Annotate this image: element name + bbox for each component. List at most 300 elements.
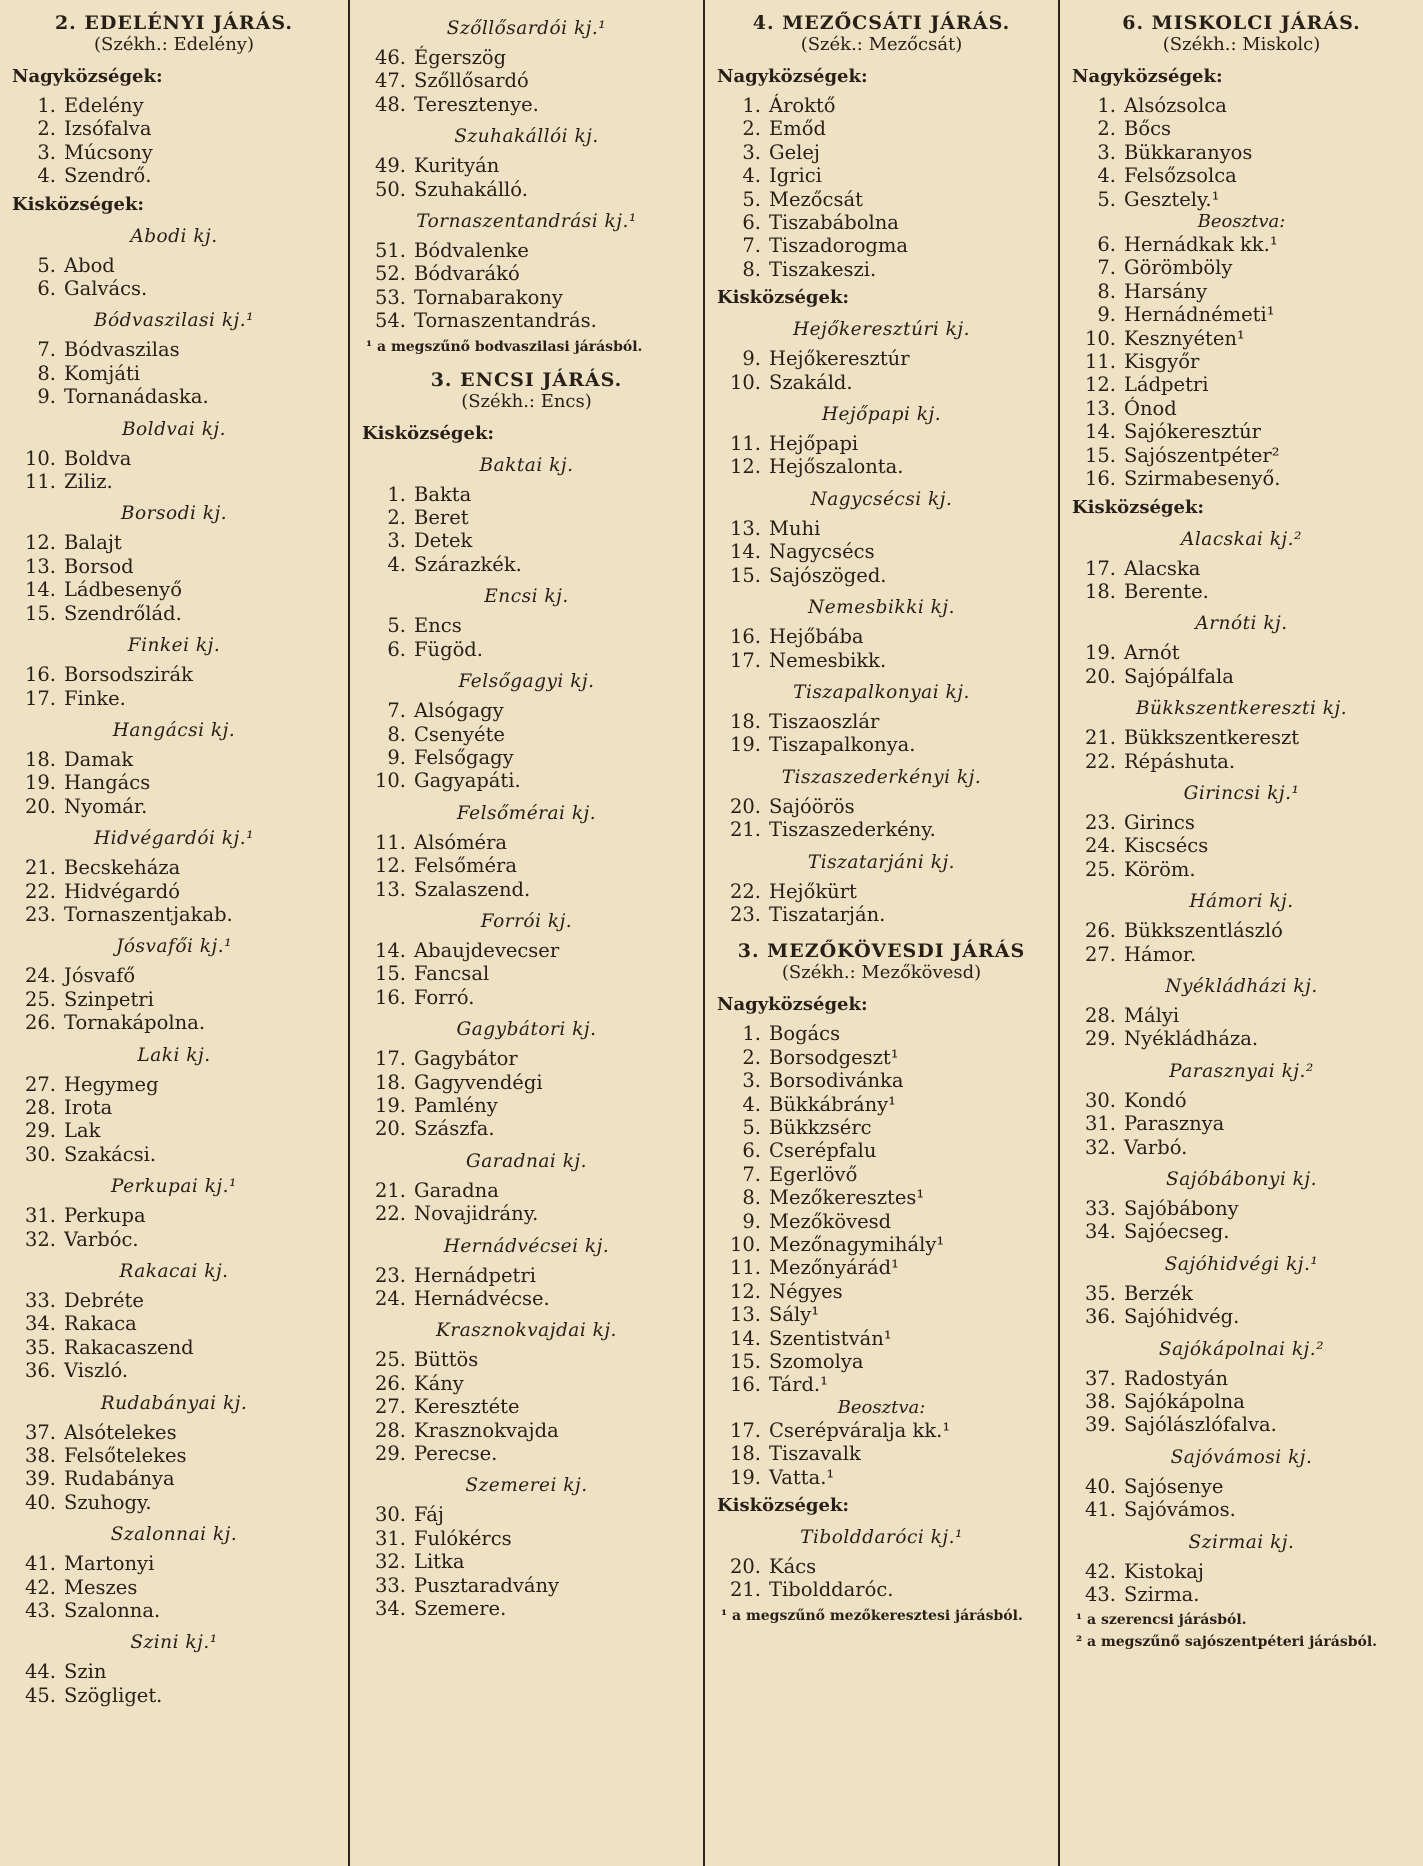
list-item [358,1348,695,1371]
list-item [713,1327,1050,1350]
list-item [1068,750,1415,773]
list-item [358,962,695,985]
list-item [1068,1112,1415,1135]
item-name: Nyomár. [64,794,148,818]
item-name: Egerlövő [769,1162,858,1186]
item-number: 11. [374,830,406,854]
assigned-note: Beosztva: [837,1396,926,1418]
item-number: 34. [24,1312,56,1336]
item-name: Pamlény [414,1093,498,1117]
item-name: Szinpetri [64,987,154,1011]
item-number: 9. [742,1209,761,1233]
list-item [8,164,340,187]
item-name: Meszes [64,1575,138,1599]
list-item [358,699,695,722]
item-name: Szendrőlád. [64,601,182,625]
list-item [358,723,695,746]
item-name: Hejőkürt [769,879,857,903]
item-number: 37. [1084,1366,1116,1390]
item-number: 11. [729,432,761,456]
district-heading: Szuhakállói kj. [454,126,599,148]
list-item [8,1359,340,1382]
item-name: Égerszög [414,46,507,69]
item-number: 27. [1084,942,1116,966]
item-number: 9. [742,347,761,371]
list-item [8,1312,340,1335]
item-name: Hejőpapi [769,432,859,456]
item-number: 38. [1084,1390,1116,1414]
item-name: Izsófalva [64,117,152,141]
district-heading: Perkupai kj.¹ [111,1176,237,1198]
item-name: Gagyvendégi [414,1070,543,1094]
item-name: Keresztéte [414,1395,520,1419]
item-number: 26. [374,1371,406,1395]
item-number: 5. [387,614,406,638]
item-name: Felsőgagy [414,745,514,769]
item-number: 9. [1097,303,1116,327]
item-number: 20. [729,794,761,818]
list-item [1068,94,1415,117]
item-name: Bükkszentkereszt [1124,726,1300,750]
section-title: 3. ENCSI JÁRÁS. [430,368,623,391]
list-item [713,625,1050,648]
item-name: Komjáti [64,361,141,385]
list-item [358,1287,695,1310]
section-heading: Nagyközségek: [1072,66,1223,87]
item-number: 30. [1084,1088,1116,1112]
item-name: Kondó [1124,1088,1187,1112]
district-heading: Sajóhidvégi kj.¹ [1164,1253,1319,1275]
item-number: 34. [1084,1220,1116,1244]
item-number: 4. [742,164,761,188]
district-heading: Rakacai kj. [119,1261,229,1282]
list-item [358,178,695,201]
list-item [1068,1282,1415,1305]
list-item [713,1578,1050,1601]
item-number: 5. [37,253,56,277]
item-name: Kiscsécs [1124,834,1209,858]
item-name: Tiszabábolna [769,211,899,235]
item-name: Berente. [1124,579,1209,603]
item-name: Hernádvécse. [414,1287,550,1310]
list-item [358,638,695,661]
item-name: Jósvafő [64,964,136,988]
item-number: 14. [729,540,761,564]
list-item [358,262,695,285]
section-title: 6. MISKOLCI JÁRÁS. [1122,12,1361,34]
list-item [358,1550,695,1573]
item-name: Szakáld. [769,370,853,394]
list-item [358,1597,695,1620]
district-heading: Szőllősardói kj.¹ [446,18,607,39]
item-number: 11. [1084,350,1116,374]
district-heading: Jósvafői kj.¹ [115,936,233,958]
item-number: 32. [24,1227,56,1251]
item-name: Bódvalenke [414,239,529,263]
item-name: Tornaszentandrás. [414,309,597,333]
list-item [1068,256,1415,279]
item-name: Répáshuta. [1124,749,1236,773]
item-name: Sajólászlófalva. [1124,1413,1277,1437]
item-name: Balajt [64,531,122,555]
item-name: Bükkaranyos [1124,140,1253,164]
list-item [8,602,340,625]
district-heading: Sajókápolnai kj.² [1158,1338,1325,1360]
list-item [358,1202,695,1225]
list-item [1068,1390,1415,1413]
item-number: 1. [1097,94,1116,117]
list-item [358,1395,695,1418]
item-name: Vatta.¹ [769,1465,835,1489]
list-item [1068,233,1415,256]
item-number: 37. [24,1420,56,1444]
list-item [8,1660,340,1683]
section-heading: Nagyközségek: [717,994,868,1016]
list-item [713,1163,1050,1186]
item-name: Galvács. [64,277,148,301]
district-heading: Alacskai kj.² [1181,528,1302,550]
item-number: 2. [37,117,56,141]
item-number: 39. [1084,1413,1116,1437]
item-number: 10. [729,1233,761,1256]
item-number: 23. [1084,810,1116,834]
list-item [8,903,340,926]
item-number: 29. [24,1119,56,1143]
item-number: 35. [1084,1281,1116,1305]
item-number: 22. [1084,749,1116,773]
list-item [713,1442,1050,1465]
item-name: Rakaca [64,1312,137,1336]
list-item [358,1419,695,1442]
list-item [1068,1027,1415,1050]
item-number: 1. [37,94,56,117]
list-item [1068,164,1415,187]
list-item [1068,1367,1415,1390]
list-item [8,277,340,300]
list-item [1068,1089,1415,1112]
item-number: 21. [374,1178,406,1202]
district-heading: Parasznyai kj.² [1169,1060,1314,1082]
list-item [1068,350,1415,373]
item-number: 35. [24,1335,56,1359]
item-name: Szin [64,1660,107,1684]
list-item [8,880,340,903]
list-item [713,1256,1050,1279]
list-item [8,1576,340,1599]
list-item [1068,1413,1415,1436]
item-number: 8. [37,361,56,385]
section-heading: Nagyközségek: [12,66,163,87]
item-number: 7. [37,338,56,362]
item-name: Tiszaszederkény. [769,818,936,842]
item-number: 19. [729,1465,761,1489]
item-number: 48. [374,92,406,116]
item-number: 15. [729,563,761,587]
item-name: Radostyán [1124,1366,1229,1390]
item-number: 6. [1097,233,1116,257]
item-number: 21. [1084,726,1116,750]
item-number: 22. [24,879,56,903]
section-heading: Nagyközségek: [717,66,868,87]
list-item [713,164,1050,187]
item-name: Berzék [1124,1281,1193,1305]
list-item [713,1280,1050,1303]
section-heading: Kisközségek: [717,287,850,309]
item-number: 22. [374,1202,406,1226]
list-item [713,1210,1050,1233]
item-name: Szemere. [414,1597,507,1621]
list-item [8,531,340,554]
list-item [713,234,1050,257]
item-number: 26. [24,1011,56,1035]
list-item [358,529,695,552]
list-item [713,1022,1050,1045]
item-number: 40. [1084,1474,1116,1498]
item-name: Hámor. [1124,942,1197,966]
item-name: Tárd.¹ [769,1373,828,1397]
district-heading: Hejőpapi kj. [821,404,942,426]
list-item [713,1419,1050,1442]
item-name: Szirmabesenyő. [1124,467,1281,491]
item-name: Hernádnémeti¹ [1124,303,1275,327]
spacer [358,355,695,365]
item-name: Sajóecseg. [1124,1220,1230,1244]
item-name: Tiszapalkonya. [769,733,916,757]
item-name: Tiszavalk [769,1442,861,1466]
item-name: Parasznya [1124,1112,1225,1136]
footnote: ¹ a szerencsi járásból. [1076,1612,1247,1629]
item-name: Borsodszirák [64,663,193,687]
list-item [713,1350,1050,1373]
item-number: 12. [24,531,56,555]
list-item [713,517,1050,540]
list-item [713,1069,1050,1092]
item-name: Mezőkövesd [769,1209,892,1233]
item-number: 13. [729,1303,761,1327]
item-number: 3. [387,529,406,553]
list-item [713,211,1050,234]
list-item [8,1491,340,1514]
district-heading: Tiszaszederkényi kj. [781,766,982,788]
item-name: Encs [414,614,462,638]
list-item [1068,834,1415,857]
district-heading: Hámori kj. [1189,891,1294,913]
item-number: 15. [24,601,56,625]
item-number: 36. [24,1359,56,1383]
list-item [8,447,340,470]
district-heading: Garadnai kj. [465,1150,588,1172]
item-number: 31. [24,1204,56,1228]
list-item [713,141,1050,164]
item-number: 23. [24,902,56,926]
list-item [358,1503,695,1526]
item-number: 3. [742,1069,761,1093]
item-number: 16. [729,625,761,649]
list-item [358,1179,695,1202]
item-name: Szakácsi. [64,1142,157,1166]
item-number: 18. [24,747,56,771]
item-number: 7. [742,234,761,258]
list-item [713,117,1050,140]
item-name: Szárazkék. [414,552,522,576]
item-number: 27. [374,1395,406,1419]
district-heading: Nyékládházi kj. [1165,975,1318,997]
item-number: 46. [374,46,406,69]
item-name: Hernádpetri [414,1263,536,1287]
item-number: 16. [1084,467,1116,491]
list-item [358,1047,695,1070]
district-heading: Girincsi kj.¹ [1183,782,1300,804]
item-name: Ziliz. [64,470,113,494]
item-number: 1. [742,94,761,117]
item-name: Fulókércs [414,1526,512,1550]
list-item [1068,557,1415,580]
list-item [358,93,695,116]
item-name: Szalonna. [64,1599,161,1623]
item-number: 21. [729,1578,761,1602]
district-heading: Finkei kj. [127,635,221,657]
list-item [358,939,695,962]
list-item [1068,726,1415,749]
list-item [358,1264,695,1287]
item-name: Krasznokvajda [414,1418,559,1442]
item-number: 29. [374,1442,406,1466]
item-number: 4. [742,1092,761,1116]
list-item [358,1071,695,1094]
item-number: 21. [729,818,761,842]
item-name: Tornabarakony [414,285,563,309]
list-item [713,188,1050,211]
district-heading: Forrói kj. [480,910,573,932]
item-number: 54. [374,309,406,333]
item-name: Szendrő. [64,164,152,188]
list-item [713,1093,1050,1116]
list-item [8,385,340,408]
item-number: 49. [374,154,406,178]
item-name: Damak [64,747,134,771]
item-name: Alacska [1124,556,1201,580]
item-name: Hangács [64,771,151,795]
item-number: 6. [742,211,761,235]
district-heading: Szalonnai kj. [110,1524,238,1546]
item-number: 18. [374,1070,406,1094]
item-number: 1. [742,1022,761,1046]
item-number: 52. [374,262,406,286]
list-item [713,1303,1050,1326]
column-3 [705,0,1060,1866]
list-item [713,733,1050,756]
list-item [8,1467,340,1490]
item-name: Mezőnyárád¹ [769,1256,899,1280]
item-number: 13. [374,877,406,901]
list-item [8,795,340,818]
item-number: 28. [374,1418,406,1442]
item-name: Fancsal [414,962,490,986]
item-name: Abod [64,253,115,277]
item-name: Sajókeresztúr [1124,420,1261,444]
item-number: 9. [387,745,406,769]
list-item [358,769,695,792]
item-name: Hidvégardó [64,879,180,903]
item-name: Bódvaszilas [64,338,180,362]
item-number: 20. [729,1555,761,1579]
list-item [358,986,695,1009]
list-item [1068,1560,1415,1583]
section-heading: Kisközségek: [12,193,145,215]
list-item [1068,420,1415,443]
item-number: 43. [24,1599,56,1623]
list-item [358,746,695,769]
list-item [358,46,695,69]
item-number: 41. [24,1552,56,1576]
item-name: Szomolya [769,1350,864,1374]
item-name: Ládpetri [1124,373,1209,397]
item-number: 8. [387,722,406,746]
list-item [8,141,340,164]
list-item [8,988,340,1011]
item-number: 15. [1084,443,1116,467]
item-number: 10. [1084,326,1116,350]
item-number: 14. [24,578,56,602]
list-item [358,239,695,262]
item-name: Csenyéte [414,722,505,746]
item-number: 7. [387,699,406,723]
item-number: 24. [1084,834,1116,858]
district-heading: Tiszapalkonyai kj. [793,681,970,703]
item-number: 43. [1084,1583,1116,1607]
district-heading: Sajóbábonyi kj. [1166,1169,1317,1190]
item-name: Görömböly [1124,256,1233,280]
district-heading: Nemesbikki kj. [808,597,955,619]
item-name: Nagycsécs [769,540,875,564]
item-name: Edelény [64,94,144,117]
item-number: 19. [729,733,761,757]
item-number: 14. [374,938,406,962]
list-item [358,483,695,506]
list-item [1068,444,1415,467]
list-item [8,1228,340,1251]
item-number: 34. [374,1597,406,1621]
item-name: Kurityán [414,154,500,178]
district-heading: Bódvaszilasi kj.¹ [93,310,255,332]
item-number: 3. [37,140,56,164]
item-name: Sajóvámos. [1124,1498,1236,1522]
item-number: 24. [24,964,56,988]
item-number: 47. [374,69,406,93]
item-number: 25. [374,1348,406,1372]
list-item [1068,919,1415,942]
item-number: 7. [1097,256,1116,280]
district-heading: Nagycsécsi kj. [810,488,953,510]
item-name: Sajóbábony [1124,1197,1239,1220]
item-name: Mályi [1124,1003,1180,1027]
section-seat: (Székh.: Mezőkövesd) [781,962,982,984]
list-item [8,578,340,601]
item-number: 39. [24,1467,56,1491]
list-item [713,564,1050,587]
list-item [8,1143,340,1166]
item-name: Sajósenye [1124,1474,1224,1498]
list-item [8,1204,340,1227]
district-heading: Szini kj.¹ [130,1632,218,1654]
item-number: 50. [374,177,406,201]
list-item [8,1421,340,1444]
list-item [358,614,695,637]
district-heading: Hernádvécsei kj. [443,1235,610,1257]
item-number: 2. [387,506,406,530]
item-number: 11. [24,470,56,494]
list-item [358,1527,695,1550]
